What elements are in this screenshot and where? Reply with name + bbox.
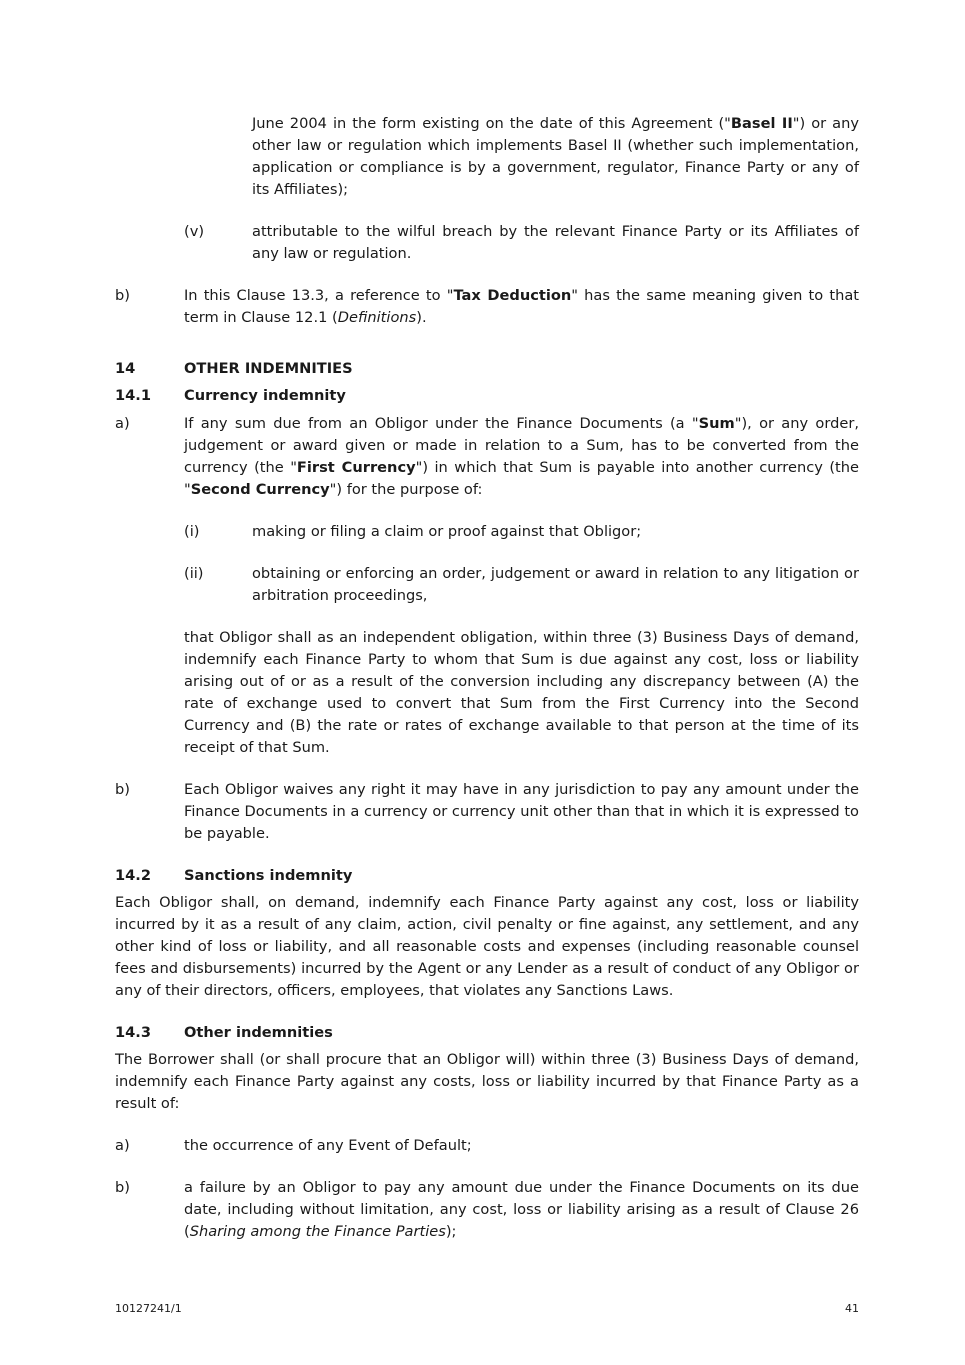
item-label: b) <box>115 781 130 798</box>
defined-term: Basel II <box>730 115 793 132</box>
item-text: a failure by an Obligor to pay any amount due under the Finance Documents on its due date, including without limitation, any cost, loss or liability arising as a result of Clause 26 (Sharing among the Finance Parties); <box>184 1179 859 1240</box>
body-paragraph: that Obligor shall as an independent obligation, within three (3) Business Days of demand, indemnify each Finance Party to whom that Sum is due against any cost, loss or liability arising out of or as a result of the conversion including any discrepancy between (A) the rate of exchange used to convert that Sum from the First Currency into the Second Currency and (B) the rate or rates of exchange available to that person at the time of its receipt of that Sum. <box>184 629 859 756</box>
defined-term: Second Currency <box>190 481 330 498</box>
item-text: If any sum due from an Obligor under the Finance Documents (a "Sum"), or any order, judgement or award given or made in relation to a Sum, has to be converted from the currency (the "First Currency") in which that Sum is payable into another currency (the "Second Currency") for the purpose of: <box>184 415 859 498</box>
defined-term: Sum <box>698 415 735 432</box>
clause-number: 14.3 <box>115 1024 152 1041</box>
item-text: making or filing a claim or proof against that Obligor; <box>252 523 642 540</box>
item-label: a) <box>115 1137 130 1154</box>
item-text: obtaining or enforcing an order, judgement or award in relation to any litigation or arbitration proceedings, <box>252 565 859 604</box>
clause-number: 14.2 <box>115 867 152 884</box>
body-paragraph: Each Obligor shall, on demand, indemnify each Finance Party against any cost, loss or liability incurred by it as a result of any claim, action, civil penalty or fine against, any settlement, and any other kind of loss or liability, and all reasonable costs and expenses (including reasonable counsel fees and disbursements) incurred by the Agent or any Lender as a result of conduct of any Obligor or any of their directors, officers, employees, that violates any Sanctions Laws. <box>115 894 859 999</box>
clause-number: 14.1 <box>115 387 152 404</box>
clause-title: Other indemnities <box>184 1024 333 1041</box>
item-label: (i) <box>184 523 200 540</box>
item-label: a) <box>115 415 130 432</box>
item-label: b) <box>115 1179 130 1196</box>
item-text: attributable to the wilful breach by the relevant Finance Party or its Affiliates of any law or regulation. <box>252 223 859 262</box>
footer-page-number: 41 <box>845 1302 859 1315</box>
item-text: Each Obligor waives any right it may have in any jurisdiction to pay any amount under the Finance Documents in a currency or currency unit other than that in which it is expressed to be payable. <box>184 781 859 842</box>
defined-term: Tax Deduction <box>453 287 572 304</box>
section-number: 14 <box>115 360 136 377</box>
item-label: (v) <box>184 223 205 240</box>
item-text: In this Clause 13.3, a reference to "Tax Deduction" has the same meaning given to that term in Clause 12.1 (Definitions). <box>184 287 859 326</box>
body-paragraph: The Borrower shall (or shall procure that an Obligor will) within three (3) Business Days of demand, indemnify each Finance Party against any costs, loss or liability incurred by that Finance Party as a result of: <box>115 1051 859 1112</box>
defined-term: First Currency <box>296 459 416 476</box>
continuation-paragraph: June 2004 in the form existing on the date of this Agreement ("Basel II") or any other law or regulation which implements Basel II (whether such implementation, application or compliance is by a government, regulator, Finance Party or any of its Affiliates); <box>252 115 859 198</box>
item-label: b) <box>115 287 130 304</box>
footer-doc-ref: 10127241/1 <box>115 1302 182 1315</box>
item-label: (ii) <box>184 565 204 582</box>
clause-title: Sanctions indemnity <box>184 867 353 884</box>
section-title: OTHER INDEMNITIES <box>184 360 353 377</box>
clause-title: Currency indemnity <box>184 387 346 404</box>
item-text: the occurrence of any Event of Default; <box>184 1137 472 1154</box>
